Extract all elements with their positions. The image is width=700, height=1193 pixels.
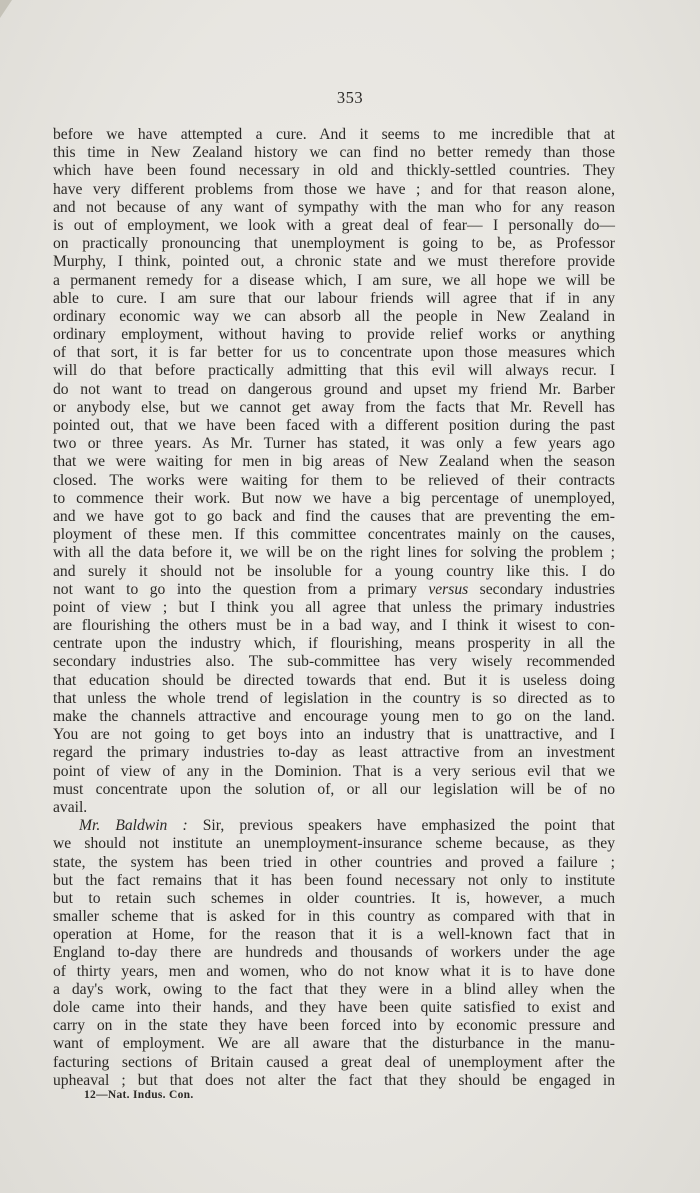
text-line: Murphy, I think, pointed out, a chronic state and we must therefore provide (53, 253, 615, 271)
text-line: centrate upon the industry which, if flourishing, means prosperity in all the (53, 635, 615, 653)
text-line: two or three years. As Mr. Turner has stated, it was only a few years ago (53, 435, 615, 453)
text-line: to commence their work. But now we have a big percentage of unemployed, (53, 489, 615, 507)
body-text (53, 126, 615, 1090)
text-line: avail. (53, 798, 88, 816)
italic-text: versus (428, 580, 469, 598)
italic-text: Mr. Baldwin : (79, 817, 188, 835)
text-line: are flourishing the others must be in a bad way, and I think it wisest to con- (53, 617, 615, 635)
text-line: not want to go into the question from a primary versus secondary industries (53, 580, 615, 598)
text-line: want of employment. We are all aware that the disturbance in the manu- (53, 1035, 615, 1053)
text-line: on practically pronouncing that unemployment is going to be, as Professor (53, 235, 615, 253)
text-line: regard the primary industries to-day as least attractive from an investment (53, 744, 615, 762)
text-line: You are not going to get boys into an industry that is unattractive, and I (53, 726, 615, 744)
text-line: dole came into their hands, and they have been quite satisfied to exist and (53, 999, 615, 1016)
text-line: carry on in the state they have been forced into by economic pressure and (53, 1017, 615, 1035)
text-line: but the fact remains that it has been found necessary not only to institute (53, 871, 615, 889)
text-line: England to-day there are hundreds and thousands of workers under the age (53, 944, 615, 962)
text-line: this time in New Zealand history we can find no better remedy than those (53, 144, 615, 162)
text-line: that we were waiting for men in big areas of New Zealand when the season (53, 453, 615, 471)
text-line: facturing sections of Britain caused a great deal of unemployment after the (53, 1053, 615, 1071)
text-line: point of view of any in the Dominion. That is a very serious evil that we (53, 762, 615, 780)
text-line: with all the data before it, we will be on the right lines for solving the problem ; (53, 544, 615, 562)
text-line: a permanent remedy for a disease which, I am sure, we all hope we will be (53, 271, 615, 289)
text-line: make the channels attractive and encourage young men to go on the land. (53, 708, 615, 725)
text-line: a day's work, owing to the fact that they were in a blind alley when the (53, 980, 615, 998)
text-line: before we have attempted a cure. And it seems to me incredible that at (53, 126, 615, 143)
text-line: that education should be directed towards that end. But it is useless doing (53, 671, 615, 689)
text-line: is out of employment, we look with a great deal of fear— I personally do— (53, 216, 615, 234)
text-line: ordinary employment, without having to provide relief works or anything (53, 326, 615, 344)
text-line: and surely it should not be insoluble for a young country like this. I do (53, 562, 615, 580)
text-line: point of view ; but I think you all agree that unless the primary industries (53, 598, 615, 616)
text-line: operation at Home, for the reason that it is a well-known fact that in (53, 926, 615, 944)
text-line: smaller scheme that is asked for in this country as compared with that in (53, 908, 615, 926)
text-line: of thirty years, men and women, who do not know what it is to have done (53, 962, 615, 980)
text-line: we should not institute an unemployment-insurance scheme because, as they (53, 835, 615, 853)
text-line: state, the system has been tried in other countries and proved a failure ; (53, 853, 615, 871)
page-number: 353 (336, 88, 364, 107)
text-line: of that sort, it is far better for us to concentrate upon those measures which (53, 344, 615, 362)
page-corner-mark (0, 0, 12, 18)
text-line: have very different problems from those we have ; and for that reason alone, (53, 180, 615, 198)
text-line: do not want to tread on dangerous ground and upset my friend Mr. Barber (53, 380, 615, 398)
page-footer-signature: 12—Nat. Indus. Con. (84, 1089, 194, 1101)
text-line: but to retain such schemes in older countries. It is, however, a much (53, 889, 615, 907)
text-line: upheaval ; but that does not alter the fact that they should be engaged in (53, 1071, 615, 1089)
text-line: and not because of any want of sympathy with the man who for any reason (53, 198, 615, 216)
text-line: and we have got to go back and find the causes that are preventing the em- (53, 507, 615, 525)
text-line: secondary industries also. The sub-committee has very wisely recommended (53, 653, 615, 671)
text-line: able to cure. I am sure that our labour friends will agree that if in any (53, 289, 615, 307)
text-line: or anybody else, but we cannot get away from the facts that Mr. Revell has (53, 398, 615, 416)
text-line: must concentrate upon the solution of, or all our legislation will be of no (53, 780, 615, 798)
text-line: ordinary economic way we can absorb all the people in New Zealand in (53, 307, 615, 325)
text-line: that unless the whole trend of legislation in the country is so directed as to (53, 689, 615, 707)
text-line: ployment of these men. If this committee concentrates mainly on the causes, (53, 526, 615, 544)
text-line: Mr. Baldwin : Sir, previous speakers have emphasized the point that (79, 817, 615, 835)
text-line: pointed out, that we have been faced with a different position during the past (53, 417, 615, 434)
text-line: which have been found necessary in old and thickly-settled countries. They (53, 162, 615, 180)
text-line: closed. The works were waiting for them to be relieved of their contracts (53, 471, 615, 489)
text-line: will do that before practically admitting that this evil will always recur. I (53, 362, 615, 380)
